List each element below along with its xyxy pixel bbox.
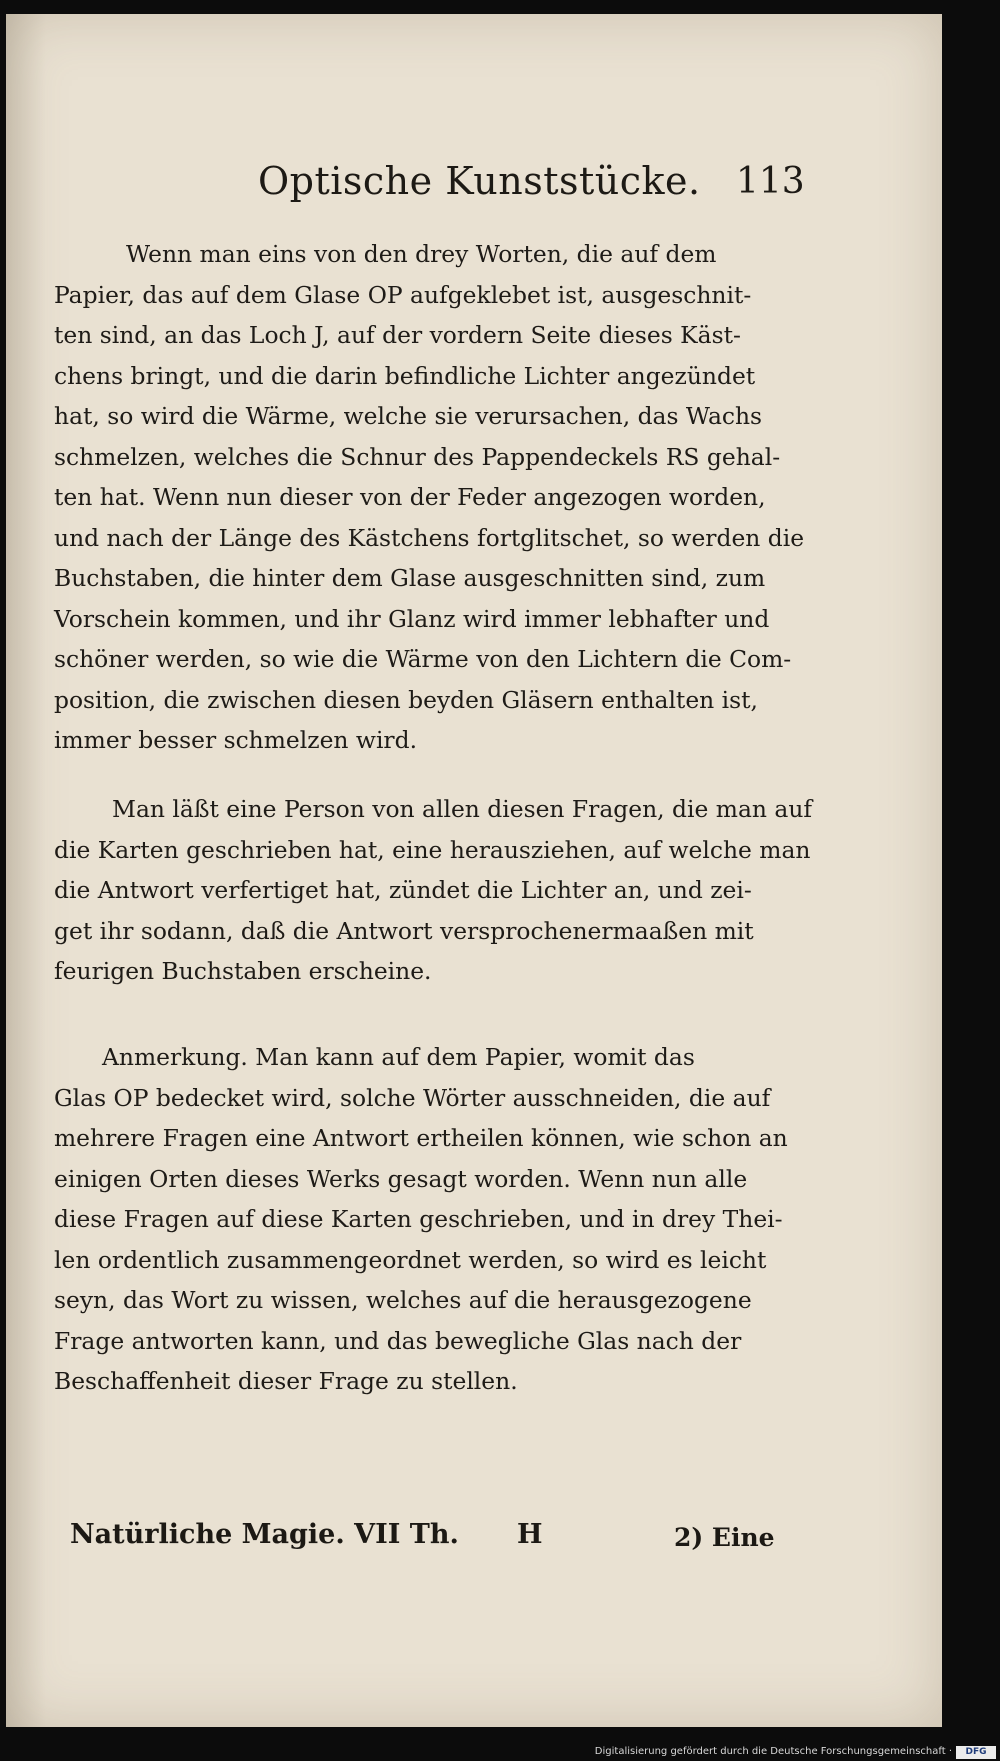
text-line: len ordentlich zusammengeordnet werden, so wird es leicht [54,1245,767,1274]
text-line: Glas OP bedecket wird, solche Wörter ausschneiden, die auf [54,1083,771,1112]
text-line: feurigen Buchstaben erscheine. [54,957,432,985]
text-line: die Antwort verfertiget hat, zündet die Lichter an, und zei- [54,876,752,904]
text-line: get ihr sodann, daß die Antwort versprochenermaaßen mit [54,916,754,945]
digitization-credit [594,1745,1000,1761]
text-line: ten sind, an das Loch J, auf der vordern Seite dieses Käst- [54,321,741,349]
text-line: Buchstaben, die hinter dem Glase ausgeschnitten sind, zum [54,564,766,592]
paragraph-1 [54,234,805,761]
catchword: 2) Eine [674,1523,775,1552]
text-line: Anmerkung. Man kann auf dem Papier, womit das [102,1043,695,1071]
text-line: diese Fragen auf diese Karten geschrieben, und in drey Thei- [54,1205,783,1233]
running-head [6,159,942,209]
text-line: mehrere Fragen eine Antwort ertheilen können, wie schon an [54,1124,788,1152]
dfg-logo-icon: DFG [956,1746,996,1759]
credit-text: Digitalisierung gefördert durch die Deutsche Forschungsgemeinschaft · [594,1746,952,1757]
text-line: die Karten geschrieben hat, eine herausziehen, auf welche man [54,835,811,864]
text-line: Beschaffenheit dieser Frage zu stellen. [54,1367,518,1395]
signature-title: Natürliche Magie. VII Th. [70,1519,459,1550]
text-line: immer besser schmelzen wird. [54,726,418,754]
text-line: ten hat. Wenn nun dieser von der Feder angezogen worden, [54,483,766,511]
signature-mark: H [517,1519,543,1550]
text-line: position, die zwischen diesen beyden Gläsern enthalten ist, [54,685,758,714]
page-title: Optische Kunststücke. [258,159,701,203]
text-line: Frage antworten kann, und das bewegliche Glas nach der [54,1326,742,1355]
text-line: einigen Orten dieses Werks gesagt worden. Wenn nun alle [54,1164,748,1193]
text-line: seyn, das Wort zu wissen, welches auf die herausgezogene [54,1286,752,1314]
text-line: schöner werden, so wie die Wärme von den Lichtern die Com- [54,645,792,673]
text-line: chens bringt, und die darin befindliche Lichter angezündet [54,361,756,390]
text-line: Vorschein kommen, und ihr Glanz wird immer lebhafter und [54,604,770,633]
book-page [6,14,942,1727]
text-line: Wenn man eins von den drey Worten, die auf dem [126,240,717,268]
text-line: und nach der Länge des Kästchens fortglitschet, so werden die [54,523,805,552]
paragraph-note [54,1037,799,1402]
text-line: hat, so wird die Wärme, welche sie verursachen, das Wachs [54,402,763,430]
text-line: Man läßt eine Person von allen diesen Fragen, die man auf [112,795,813,823]
text-line: Papier, das auf dem Glase OP aufgeklebet ist, ausgeschnit- [54,280,752,309]
page-number: 113 [736,161,805,202]
paragraph-2 [54,789,813,992]
page-footer [6,1519,942,1569]
text-line: schmelzen, welches die Schnur des Pappendeckels RS gehal- [54,442,781,471]
